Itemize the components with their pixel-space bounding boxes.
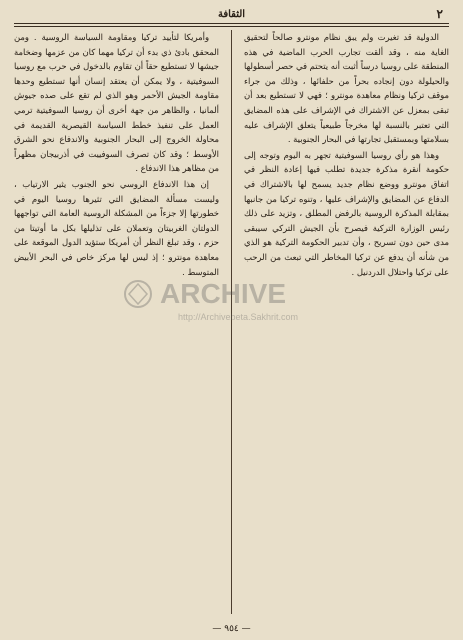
header-rule <box>14 23 449 27</box>
paragraph: وهذا هو رأي روسيا السوفيتية تجهر به اليوم وتوجه إلى حكومة أنقرة مذكرة جديدة تطلب فيها إعادة النظر في اتفاق مونترو ووضع نظام جديد يسمح لها بالاشتراك في الدفاع عن المضايق والإشراف عليها ، وتنوه تركيا من جانبها بمقابلة المذكرة الروسية بالرفض المطلق ، وتزيد على ذلك رئيس الوزارة التركية فيصرح بأن الجيش التركي سيبقى مدى حين دون تسريح ، وأن تدبير الحكومة التركية هو الذي من شأنه أن يدفع عن تركيا المخاطر التي تبعث من الرحب على تركيا واحتلال الدردنيل . <box>244 149 449 277</box>
paragraph: وأمريكا لتأييد تركيا ومقاومة السياسة الروسية . ومن المحقق بادئ ذي بدء أن تركيا مهما كان من عزمها وضخامة جيشها لا تستطيع حقاً أن تقاوم بالدخول في حرب مع روسيا السوفيتية ، ولا يمكن أن يعتقد إنسان أنها تستطيع وحدها مقاومة الجيش الأحمر وهو الذي لم تقع على صده جيوش ألمانيا ، والظاهر من جهة أخرى أن روسيا السوفيتية ترمي العمل على تنفيذ خطط السياسة القيصرية القديمة في محاولة الخروج إلى البحار الجنوبية والاندفاع نحو الشرق الأوسط ؛ وقد كان تصرف السوفييت في أذربيجان مظهراً من مظاهر هذا الاندفاع . <box>14 32 219 174</box>
column-divider <box>231 30 232 614</box>
right-column <box>244 30 449 614</box>
paragraph: إن هذا الاندفاع الروسي نحو الجنوب يثير الارتياب ، وليست مسألة المضايق التي تثيرها روسيا اليوم في خطورتها إلا جزءاً من المشكلة الروسية العامة التي تواجهها الدولتان الغربيتان وتعملان على تذليلها بكل ما أوتيتا من حزم ، وقد تبلغ النظر أن أمريكا ستؤيد الدول الموقعة على معاهدة مونترو ؛ إذ ليس لها مركز خاص في البحر الأبيض المتوسط . <box>14 178 219 277</box>
page-footer: — ٩٥٤ — <box>212 624 251 634</box>
svg-text:http://Archivebeta.Sakhrit.com: http://Archivebeta.Sakhrit.com <box>178 312 299 322</box>
svg-text:ARCHIVE: ARCHIVE <box>160 278 287 309</box>
page-header <box>14 6 449 22</box>
left-column <box>14 30 219 614</box>
header-page-number: ٢ <box>436 7 443 21</box>
paragraph: الدولية قد تغيرت ولم يبق نظام مونترو صالحاً لتحقيق الغاية منه ، وقد ألقت تجارب الحرب الماضية في هذه المنطقة على روسيا درساً أثبت أنه يتحتم في حصر أسطولها والحيلولة دون إنجاده بحراً من حلفائها ، وذلك من جراء موقف تركيا ونظام معاهدة مونترو ؛ فهي لا تستطيع بعد أن تبقى بمعزل عن الاشتراك في الإشراف على هذه المضايق التي تعتبر بالنسبة لها مخرجاً طبيعياً يتعلق الإشراف عليه بسلامتها وبمستقبل تجارتها في البحار الجنوبية . <box>244 32 449 145</box>
journal-title: الثقافة <box>217 8 246 20</box>
